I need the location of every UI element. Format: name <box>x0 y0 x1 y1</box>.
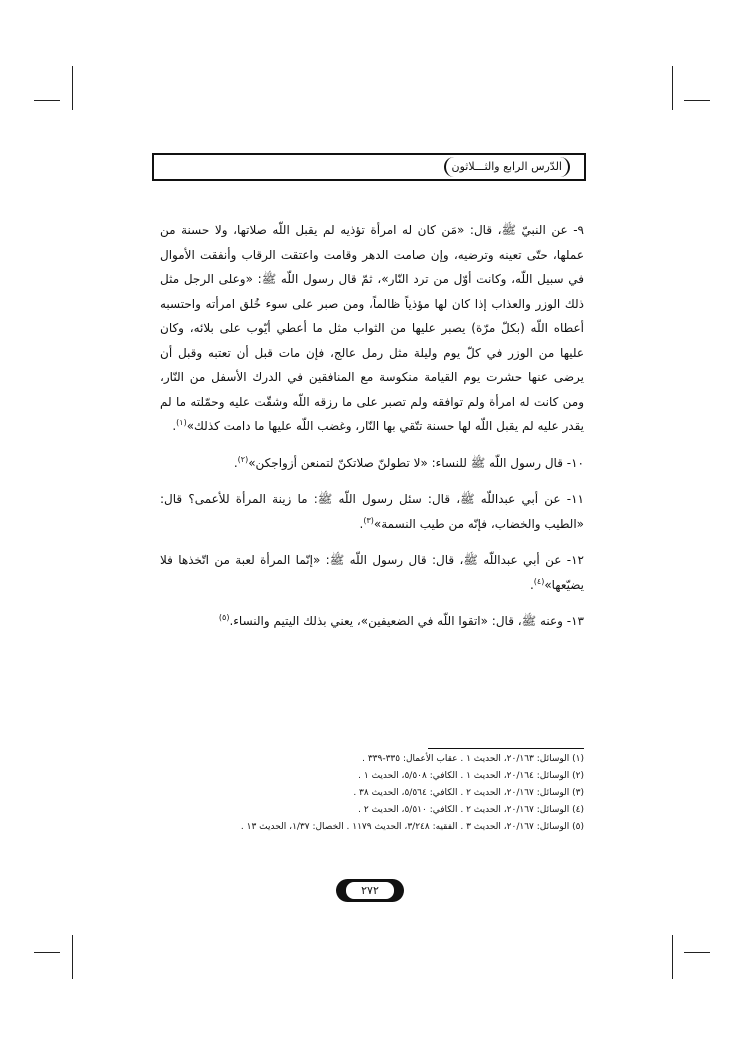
crop-mark <box>684 100 710 101</box>
footnote-marker: (١) <box>176 418 187 427</box>
footnote-marker: (٥) <box>218 613 230 622</box>
hadith-paragraph: ١٢- عن أبي عبداللّه ﷺ، قال: قال رسول اللّه ﷺ: «إنّما المرأة لعبة من اتّخذها فلا يضيّعها»$^{(٤)}$. <box>160 553 584 592</box>
crop-mark <box>684 952 710 953</box>
crop-mark <box>34 100 60 101</box>
crop-mark <box>72 935 73 979</box>
body-text <box>160 218 584 646</box>
footnote-marker: (٤) <box>533 576 545 586</box>
footnote: (٣) الوسائل: ٢٠/١٦٧، الحديث ٢ . الكافي: ٥/٥٦٤، الحديث ٣٨ . <box>353 788 584 798</box>
page-number: ٢٧٢ <box>346 882 394 899</box>
hadith-paragraph: ٩- عن النبيّ ﷺ، قال: «مَن كان له امرأة تؤذيه لم يقبل اللّه صلاتها، ولا حسنة من عملها، حتّى تعينه وترضيه، وإن صامت الدهر وقامت واعتقت الرقاب وأنفقت الأموال في سبيل اللّه، وكانت أوّل من ترد النّار»، ثمّ قال رسول اللّه ﷺ: «وعلى الرجل مثل ذلك الوزر والعذاب إذا كان لها مؤذياً ظالماً، ومن صبر على سوء خُلق امرأته واحتسبه أعطاه اللّه (بكلّ مرّة) يصبر عليها من الثواب مثل ما أعطي أيّوب على بلائه، وكان عليها من الوزر في كلّ يوم وليلة مثل رمل عالج، فإن مات قبل أن تعتبه وقبل أن يرضى عنها حشرت يوم القيامة منكوسة مع المنافقين في الدرك الأسفل من النّار، ومن كانت له امرأة ولم توافقه ولم تصبر على ما رزقه اللّه وشقّت عليه وحمّلته ما لم يقدر عليه لم يقبل اللّه لها حسنة تتّقي بها النّار، وغضب اللّه عليها ما دامت كذلك»$^{(١)}$. <box>160 223 584 433</box>
crop-mark <box>34 952 60 953</box>
page-number-badge <box>336 879 404 902</box>
running-header <box>152 153 586 181</box>
footnotes <box>160 748 584 836</box>
footnote: (١) الوسائل: ٢٠/١٦٣، الحديث ١ . عقاب الأعمال: ٣٣٥-٣٣٩ . <box>362 754 584 764</box>
hadith-paragraph: ١٣- وعنه ﷺ، قال: «اتقوا اللّه في الضعيفين»، يعني بذلك اليتيم والنساء.$^{(٥)}$ <box>218 613 584 628</box>
footnote-marker: (٣) <box>363 515 374 525</box>
footnote: (٤) الوسائل: ٢٠/١٦٧، الحديث ٢ . الكافي: ٥/٥١٠، الحديث ٢ . <box>358 805 584 815</box>
footnote-marker: (٢) <box>237 454 249 464</box>
crop-mark <box>672 935 673 979</box>
crop-mark <box>672 66 673 110</box>
lesson-title: الدّرس الرابع والثـــلاثون <box>444 157 570 177</box>
footnote: (٥) الوسائل: ٢٠/١٦٧، الحديث ٣ . الفقيه: ٣/٢٤٨، الحديث ١١٧٩ . الخصال: ١/٣٧، الحديث ١٣ . <box>240 822 584 832</box>
hadith-paragraph: ١١- عن أبي عبداللّه ﷺ، قال: سئل رسول اللّه ﷺ: ما زينة المرأة للأعمى؟ قال: «الطيب والخضاب، فإنّه من طيب النسمة»$^{(٣)}$. <box>160 492 584 531</box>
crop-mark <box>72 66 73 110</box>
footnote-rule <box>428 748 584 749</box>
hadith-paragraph: ١٠- قال رسول اللّه ﷺ للنساء: «لا تطولنّ صلاتكنّ لتمنعن أزواجكن»$^{(٢)}$. <box>233 454 584 470</box>
footnote: (٢) الوسائل: ٢٠/١٦٤، الحديث ١ . الكافي: ٥/٥٠٨، الحديث ١ . <box>358 771 584 781</box>
